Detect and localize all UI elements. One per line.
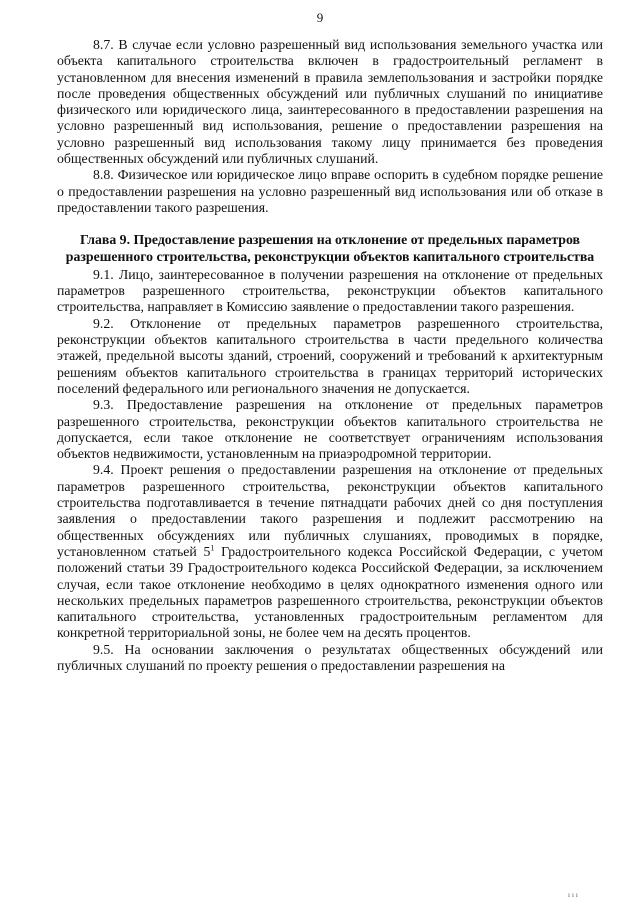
paragraph-8-7: 8.7. В случае если условно разрешенный вид использования земельного участка или объекта капитального строительства включен в градостроительный регламент в установленном для внесения изменений в правила землепользования и застройки порядке после проведения общественных обсуждений или публичных слушаний по инициативе физического или юридического лица, заинтересованного в предоставлении разрешения на условно разрешенный вид использования, решение о предоставлении разрешения на условно разрешенный вид использования такому лицу принимается без проведения общественных обсуждений или публичных слушаний. [57,37,603,167]
paragraph-9-5: 9.5. На основании заключения о результатах общественных обсуждений или публичных слушаний по проекту решения о предоставлении разрешения на [57,641,603,673]
scan-corner-mark: ııı [568,891,580,899]
paragraph-9-1: 9.1. Лицо, заинтересованное в получении разрешения на отклонение от предельных параметров разрешенного строительства, реконструкции объектов капитального строительства, направляет в Комиссию заявление о предоставлении такого разрешения. [57,266,603,315]
page-number: 9 [316,10,324,25]
document-body [57,37,603,674]
paragraph-9-3: 9.3. Предоставление разрешения на отклонение от предельных параметров разрешенного строительства, реконструкции объектов капитального строительства не допускается, если такое отклонение не соответствует ограничениям использования объектов недвижимости, установленным на приаэродромной территории. [57,397,603,462]
chapter-9-title: Глава 9. Предоставление разрешения на отклонение от предельных параметров разрешенного строительства, реконструкции объектов капитального строительства [65,232,595,264]
paragraph-9-2: 9.2. Отклонение от предельных параметров разрешенного строительства, реконструкции объектов капитального строительства в части предельного количества этажей, предельной высоты зданий, строений, сооружений и требований к архитектурным решениям объектов капитального строительства в границах территорий исторических поселений федерального или регионального значения не допускается. [57,315,603,396]
paragraph-9-4-text-end: Градостроительного кодекса Российской Федерации, с учетом положений статьи 39 Градостроительного кодекса Российской Федерации, за исключением случая, если такое отклонение необходимо в целях однократного изменения одного или нескольких предельных параметров разрешенного строительства, реконструкции объектов капитального строительства, установленных градостроительным регламентом для конкретной территориальной зоны, не более чем на десять процентов. [57,543,603,641]
paragraph-9-4-text-start: 9.4. Проект решения о предоставлении разрешения на отклонение от предельных параметров разрешенного строительства, реконструкции объектов капитального строительства подготавливается в течение пятнадцати рабочих дней со дня поступления заявления о предоставлении такого разрешения и подлежит рассмотрению на общественных обсуждениях или публичных слушаниях, проводимых в порядке, установленном статьей 5 [57,462,603,559]
article-superscript: 1 [210,543,215,553]
paragraph-9-4 [57,462,603,641]
paragraph-8-8: 8.8. Физическое или юридическое лицо вправе оспорить в судебном порядке решение о предоставлении разрешения на условно разрешенный вид использования или об отказе в предоставлении такого разрешения. [57,167,603,215]
